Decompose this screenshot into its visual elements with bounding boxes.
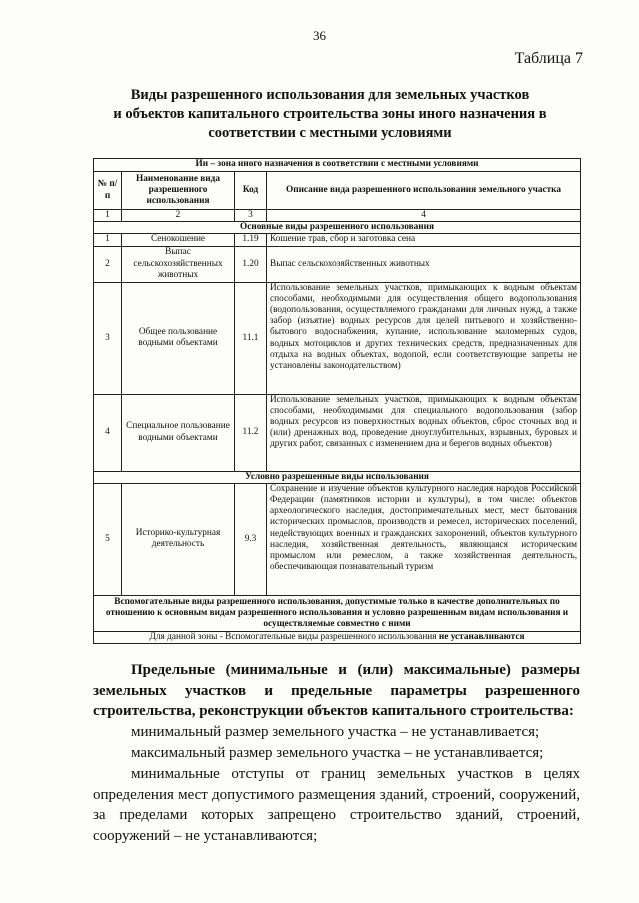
col-number: 2 [122,210,235,222]
auxiliary-note-emphasis: не устанавливаются [438,631,525,642]
title-line: Виды разрешенного использования для земельных участков [130,87,530,103]
table-row [94,282,581,394]
col-number: 1 [94,210,122,222]
row-name: Сенокошение [122,234,235,246]
col-header-num: № п/п [94,172,122,210]
row-num: 2 [94,246,122,282]
row-num: 4 [94,394,122,471]
section-auxiliary: Вспомогательные виды разрешенного использования, допустимые только в качестве дополнительных по отношению к основным видам разрешенного использования и условно разрешенным видам использования и осуществляемые совместно с ними [94,595,581,631]
section-conditional: Условно разрешенные виды использования [94,471,581,483]
row-num: 5 [94,483,122,595]
limits-heading: Предельные (минимальные и (или) максимальные) размеры земельных участков и предельные параметры разрешенного строительства, реконструкции объектов капитального строительства: [93,662,580,719]
row-description: Использование земельных участков, примыкающих к водным объектам способами, необходимыми для специального водопользования (забор водных ресурсов из поверхностных водных объектов, сброс сточных вод и (или) дренажных вод, проведение дноуглубительных, взрывных, буровых и других работ, связанных с изменением дна и берегов водных объектов) [267,394,581,471]
title-line: соответствии с местными условиями [208,125,452,141]
col-header-code: Код [235,172,267,210]
limits-item: минимальные отступы от границ земельных участков в целях определения мест допустимого размещения зданий, строений, сооружений, за пределами которых запрещено строительство зданий, строений, сооружений – не устанавливаются; [93,766,580,844]
col-number: 4 [267,210,581,222]
table-row [94,394,581,471]
row-description: Кошение трав, сбор и заготовка сена [267,234,581,246]
limits-item: минимальный размер земельного участка – не устанавливается; [131,724,540,740]
row-description: Сохранение и изучение объектов культурного наследия народов Российской Федерации (памятников истории и культуры), в том числе: объектов археологического наследия, достопримечательных мест, мест бытования исторических промыслов, производств и ремесел, исторических поселений, недействующих военных и гражданских захоронений, объектов культурного наследия, хозяйственная деятельность, являющаяся историческим промыслом или ремеслом, а также хозяйственная деятельность, обеспечивающая познавательный туризм [267,483,581,595]
auxiliary-note-text: Для данной зоны - Вспомогательные виды разрешенного использования [149,631,437,642]
table-row [94,483,581,595]
row-code: 11.1 [235,282,267,394]
row-description: Выпас сельскохозяйственных животных [267,246,581,282]
table-label: Таблица 7 [514,50,583,67]
col-header-name: Наименование вида разрешенного использования [122,172,235,210]
zone-header: Ин – зона иного назначения в соответствии с местными условиями [94,159,581,172]
row-code: 9.3 [235,483,267,595]
table-row [94,246,581,282]
section-main: Основные виды разрешенного использования [94,222,581,234]
row-description: Использование земельных участков, примыкающих к водным объектам способами, необходимыми для осуществления общего водопользования (водопользования, осуществляемого гражданами для личных нужд, а также забор (изъятие) водных ресурсов для целей питьевого и хозяйственно-бытового водоснабжения, купание, использование маломерных судов, водных мотоциклов и других технических средств, предназначенных для отдыха на водных объектах, водопой, если соответствующие запреты не установлены законодательством) [267,282,581,394]
row-name: Историко-культурная деятельность [122,483,235,595]
row-name: Специальное пользование водными объектами [122,394,235,471]
row-num: 1 [94,234,122,246]
limits-item: максимальный размер земельного участка – не устанавливается; [131,745,544,761]
row-code: 11.2 [235,394,267,471]
auxiliary-note [94,631,581,643]
row-code: 1.20 [235,246,267,282]
permitted-use-table [93,158,581,644]
row-num: 3 [94,282,122,394]
row-name: Общее пользование водными объектами [122,282,235,394]
col-header-description: Описание вида разрешенного использования земельного участка [267,172,581,210]
table-row [94,234,581,246]
page-number: 36 [313,28,326,43]
row-name: Выпас сельскохозяйственных животных [122,246,235,282]
col-number: 3 [235,210,267,222]
title-line: и объектов капитального строительства зоны иного назначения в [113,106,547,122]
row-code: 1.19 [235,234,267,246]
document-title [60,86,600,143]
